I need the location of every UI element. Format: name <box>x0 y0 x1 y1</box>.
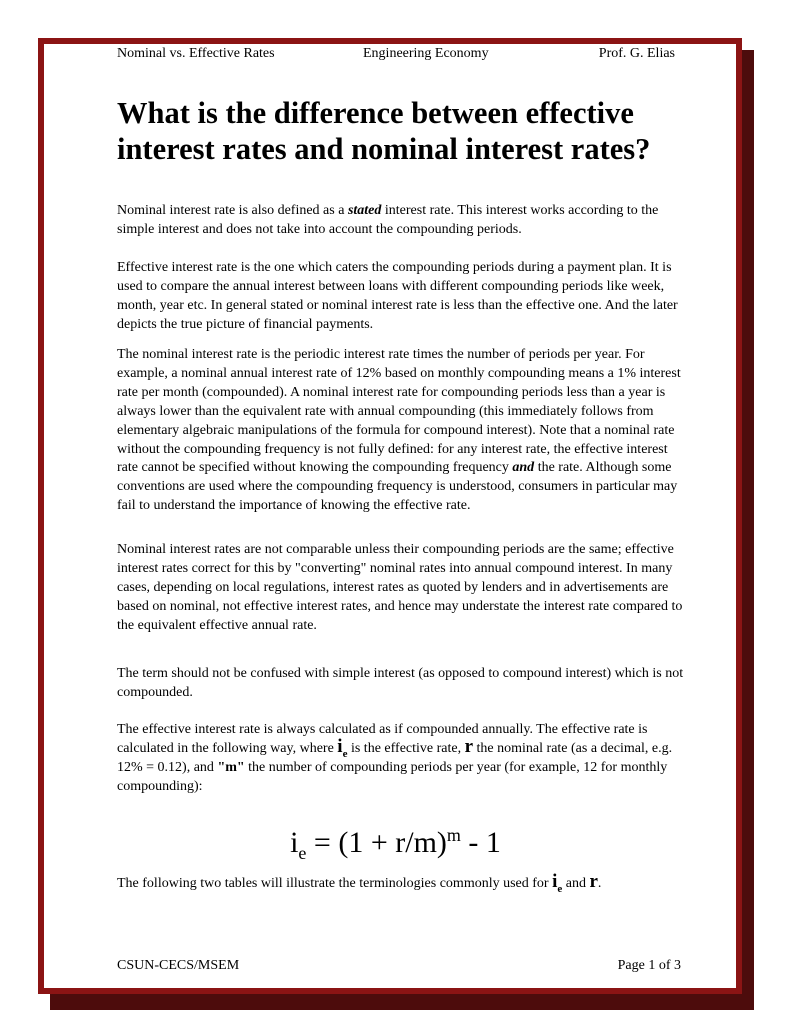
paragraph-nominal-definition <box>117 202 692 240</box>
text-run: . <box>597 876 602 891</box>
formula-equals: = <box>306 826 339 859</box>
text-run: and <box>562 876 590 891</box>
text-run: is the effective rate, <box>347 740 465 756</box>
text-run: The nominal interest rate is the periodic interest rate times the number of periods per year. For example, a nominal annual interest rate of 12% based on monthly compounding means a 1% interest rate per month (compounded). A nominal interest rate for compounding periods less than a year is always lower than the equivalent rate with annual compounding (this immediately follows from elementary algebraic manipulations of the formula for compound interest). Note that a nominal rate without the compounding frequency is not fully defined: for any interest rate, the effective interest rate cannot be specified without knowing the compounding frequency <box>117 347 681 476</box>
formula-subscript: e <box>298 843 307 863</box>
text-run: The effective interest rate is always calculated as if compounded annually. The effective rate is calculated in the following way, where <box>117 722 648 756</box>
text-run: The following two tables will illustrate the terminologies commonly used for <box>117 876 553 891</box>
formula-body: (1 + r/m) <box>338 826 447 859</box>
text-run: interest rate. This interest works according to the simple interest and does not take into account the compounding periods. <box>117 203 659 237</box>
paragraph-simple-interest: The term should not be confused with simple interest (as opposed to compound interest) which is not compounded. <box>117 666 684 700</box>
symbol-nominal-rate: r <box>464 735 474 757</box>
symbol-nominal-rate: r <box>589 871 598 892</box>
header-subject: Engineering Economy <box>363 46 489 61</box>
effective-rate-formula <box>0 815 791 873</box>
text-run: the number of compounding periods per year (for example, 12 for monthly compounding): <box>117 759 668 794</box>
paragraph-tables-intro <box>117 871 692 895</box>
symbol-effective-rate: $i_e$ <box>337 735 348 760</box>
symbol-effective-rate: $i_e$ <box>552 871 563 895</box>
header-author: Prof. G. Elias <box>598 46 675 61</box>
footer-page-number: Page 1 of 3 <box>617 958 681 973</box>
paragraph-effective-definition: Effective interest rate is the one which caters the compounding periods during a payment plan. It is used to compare the annual interest between loans with different compounding periods like week, month, year etc. In general stated or nominal interest rate is less than the effective one. And the later depicts the true picture of financial payments. <box>117 260 678 332</box>
header-course-topic: Nominal vs. Effective Rates <box>117 46 275 61</box>
formula-tail: - 1 <box>460 826 501 859</box>
symbol-compounding-periods: "m" <box>217 759 245 775</box>
formula-exponent: m <box>446 825 461 845</box>
footer-program: CSUN-CECS/MSEM <box>117 958 240 973</box>
emphasis-stated: stated <box>347 203 382 218</box>
text-run: the nominal rate (as a decimal, e.g. 12% = 0.12), and <box>117 740 673 775</box>
paragraph-nominal-explanation <box>117 346 692 516</box>
formula-lhs: i <box>290 826 299 859</box>
paragraph-effective-calculation <box>117 721 692 797</box>
emphasis-and: and <box>512 460 535 476</box>
text-run: Nominal interest rate is also defined as a <box>117 203 348 218</box>
text-run: the rate. Although some conventions are used where the compounding frequency is understood, consumers in particular may fail to understand the importance of knowing the effective rate. <box>117 460 678 514</box>
page-title: What is the difference between effective interest rates and nominal interest rates? <box>117 96 651 166</box>
paragraph-comparability: Nominal interest rates are not comparable unless their compounding periods are the same; effective interest rates correct for this by "converting" nominal rates into annual compound interest. In many cases, depending on local regulations, interest rates as quoted by lenders and in advertisements are based on nominal, not effective interest rates, and hence may understate the interest rate compared to the equivalent effective annual rate. <box>117 542 683 633</box>
